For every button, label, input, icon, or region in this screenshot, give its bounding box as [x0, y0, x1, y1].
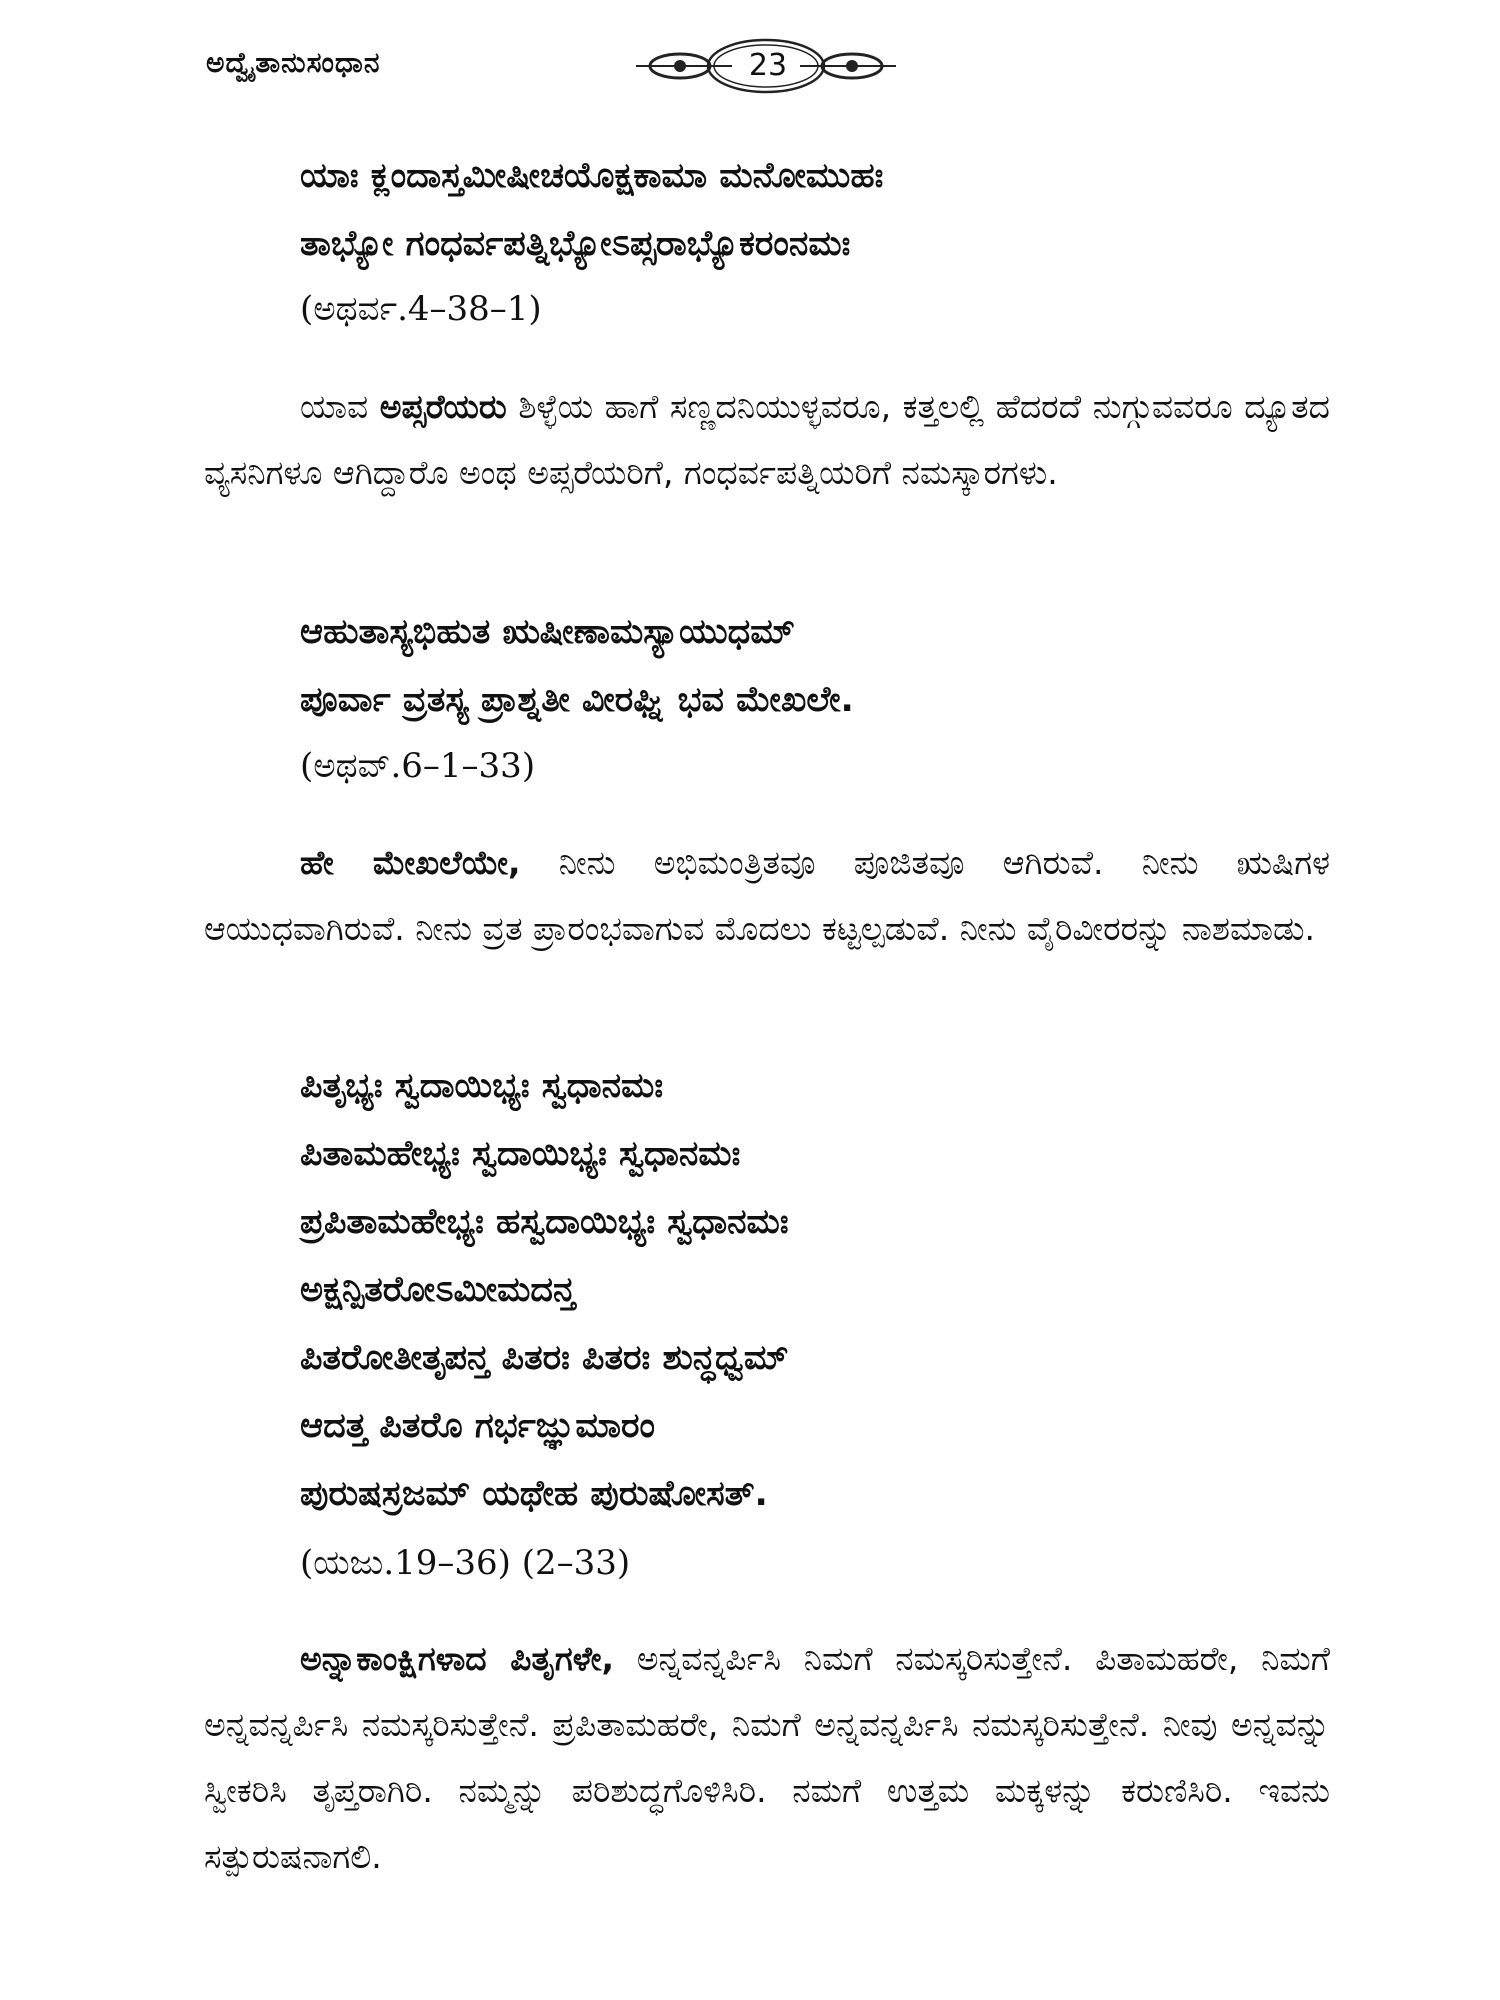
para-text: ಶಿಳ್ಳೆಯ ಹಾಗೆ ಸಣ್ಣದನಿಯುಳ್ಳವರೂ, ಕತ್ತಲಲ್ಲಿ ಹೆದರದೆ ನುಗ್ಗುವವರೂ ದ್ಯೂತದ ವ್ಯಸನಿಗಳೂ ಆಗಿದ್ದಾರೊ ಅಂಥ ಅಪ್ಸರೆಯರಿಗೆ, ಗಂಧರ್ವಪತ್ನಿಯರಿಗೆ ನಮಸ್ಕಾರಗಳು. [204, 387, 1330, 492]
para-text: ಅನ್ನವನ್ನರ್ಪಿಸಿ ನಿಮಗೆ ನಮಸ್ಕರಿಸುತ್ತೇನೆ. ಪಿತಾಮಹರೇ, ನಿಮಗೆ ಅನ್ನವನ್ನರ್ಪಿಸಿ ನಮಸ್ಕರಿಸುತ್ತೇನೆ. ಪ್ರಪಿತಾಮಹರೇ, ನಿಮಗೆ ಅನ್ನವನ್ನರ್ಪಿಸಿ ನಮಸ್ಕರಿಸುತ್ತೇನೆ. ನೀವು ಅನ್ನವನ್ನು ಸ್ವೀಕರಿಸಿ ತೃಪ್ತರಾಗಿರಿ. ನಮ್ಮನ್ನು ಪರಿಶುದ್ಧಗೊಳಿಸಿರಿ. ನಮಗೆ ಉತ್ತಮ ಮಕ್ಕಳನ್ನು ಕರುಣಿಸಿರಿ. ಇವನು ಸತ್ಪುರುಷನಾಗಲಿ. [204, 1639, 1330, 1876]
verse-3-reference: (ಯಜು.19–36) (2–33) [300, 1543, 631, 1583]
verse-line: ಪುರುಷಸ್ರಜಮ್ ಯಥೇಹ ಪುರುಷೋಸತ್. [300, 1474, 768, 1514]
verse-1-reference: (ಅಥರ್ವ.4–38–1) [300, 289, 542, 329]
para-text: ನೀನು ಅಭಿಮಂತ್ರಿತವೂ ಪೂಜಿತವೂ ಆಗಿರುವೆ. ನೀನು ಋಷಿಗಳ ಆಯುಧವಾಗಿರುವೆ. ನೀನು ವ್ರತ ಪ್ರಾರಂಭವಾಗುವ ಮೊದಲು ಕಟ್ಟಲ್ಪಡುವೆ. ನೀನು ವೈರಿವೀರರನ್ನು ನಾಶಮಾಡು. [204, 843, 1331, 948]
verse-line: ಅಕ್ಷನ್ಪಿತರೋಽಮೀಮದನ್ತ [300, 1270, 576, 1310]
verse-line: ಪಿತಾಮಹೇಭ್ಯಃ ಸ್ವದಾಯಿಭ್ಯಃ ಸ್ವಧಾನಮಃ [300, 1134, 741, 1174]
verse-2 [300, 598, 854, 734]
translation-3 [204, 1626, 1330, 1890]
para-emphasis: ಅಪ್ಸರೆಯರು [379, 387, 507, 426]
running-head: ಅದ್ವೈತಾನುಸಂಧಾನ [206, 46, 381, 79]
verse-line: ಪಿತೃಭ್ಯಃ ಸ್ವದಾಯಿಭ್ಯಃ ಸ್ವಧಾನಮಃ [300, 1066, 664, 1106]
verse-2-reference: (ಅಥವ್.6–1–33) [300, 746, 536, 786]
verse-line: ಆದತ್ತ ಪಿತರೊ ಗರ್ಭಜ್ಞುಮಾರಂ [300, 1406, 655, 1446]
verse-line: ಆಹುತಾಸ್ಯಭಿಹುತ ಋಷೀಣಾಮಸ್ಯಾಯುಧಮ್ [300, 612, 795, 652]
verse-line: ಪೂರ್ವಾ ವ್ರತಸ್ಯ ಪ್ರಾಶ್ನತೀ ವೀರಘ್ನಿ ಭವ ಮೇಖಲೇ. [300, 680, 854, 720]
verse-1 [300, 142, 883, 278]
translation-2 [204, 830, 1330, 962]
para-text: ಯಾವ [300, 387, 380, 426]
verse-line: ತಾಭ್ಯೋ ಗಂಧರ್ವಪತ್ನಿಭ್ಯೋಽಪ್ಸರಾಭ್ಯೊಕರಂನಮಃ [300, 224, 851, 264]
verse-line: ಪಿತರೋತೀತೃಪನ್ತ ಪಿತರಃ ಪಿತರಃ ಶುನ್ಧಧ್ವಮ್ [300, 1338, 789, 1378]
verse-line: ಪ್ರಪಿತಾಮಹೇಭ್ಯಃ ಹಸ್ವದಾಯಿಭ್ಯಃ ಸ್ವಧಾನಮಃ [300, 1202, 789, 1242]
verse-3 [300, 1052, 789, 1528]
para-emphasis: ಅನ್ನಾಕಾಂಕ್ಷಿಗಳಾದ ಪಿತೃಗಳೇ, [300, 1639, 615, 1678]
translation-1 [204, 374, 1330, 506]
para-emphasis: ಹೇ ಮೇಖಲೆಯೇ, [300, 843, 521, 882]
page-number: 23 [748, 48, 788, 83]
verse-line: ಯಾಃ ಕ್ಲಂದಾಸ್ತಮೀಷೀಚಯೊಕ್ಷಕಾಮಾ ಮನೋಮುಹಃ [300, 156, 884, 196]
